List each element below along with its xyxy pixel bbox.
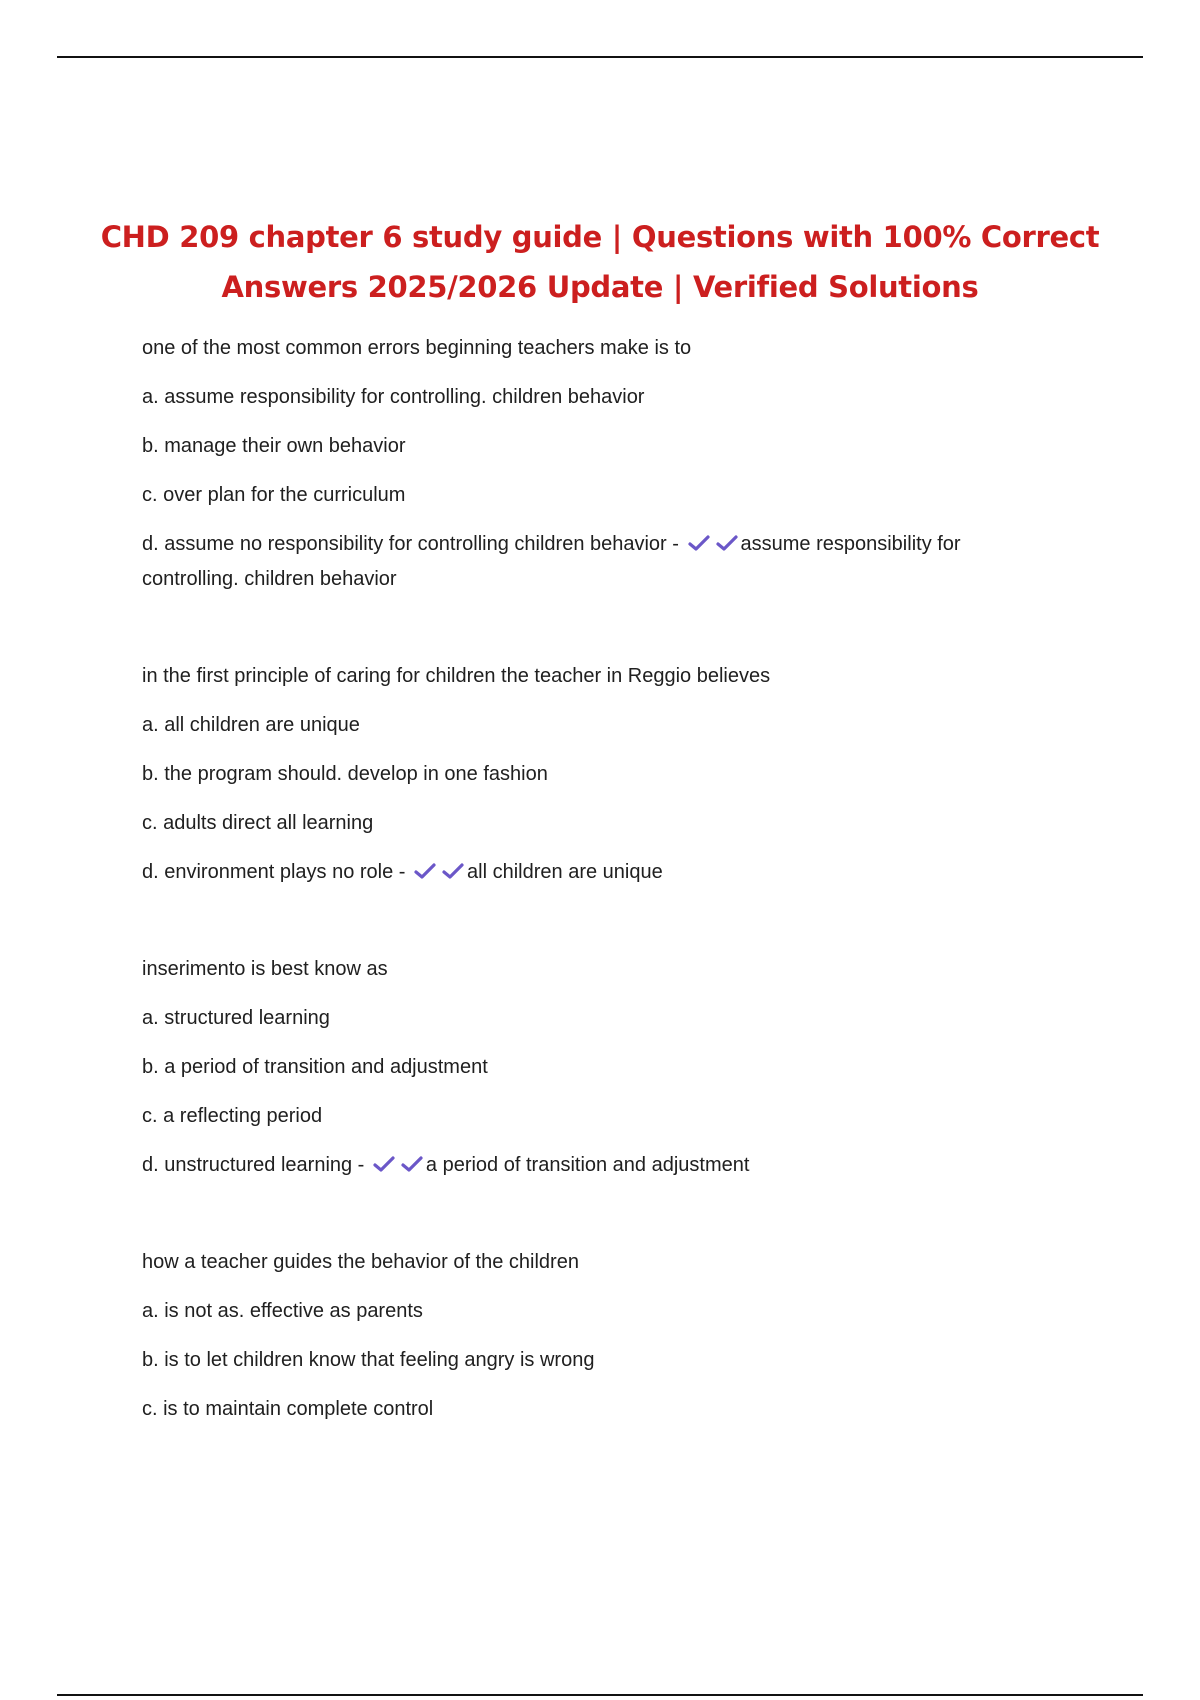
option-d-with-answer [142, 527, 1062, 597]
correct-answer: assume responsibility for controlling. children behavior [142, 533, 961, 590]
correct-answer: a period of transition and adjustment [425, 1154, 750, 1176]
question-block [142, 659, 1062, 890]
option-b: b. is to let children know that feeling angry is wrong [142, 1349, 595, 1371]
question-prompt: in the first principle of caring for children the teacher in Reggio believes [142, 665, 771, 687]
option-b: b. the program should. develop in one fashion [142, 763, 548, 785]
option-d: d. unstructured learning - [142, 1154, 365, 1176]
option-c: c. adults direct all learning [142, 812, 374, 834]
top-rule [57, 56, 1143, 58]
spacer [142, 1197, 1062, 1245]
option-a: a. structured learning [142, 1007, 330, 1029]
bottom-rule [57, 1694, 1143, 1696]
option-b: b. manage their own behavior [142, 435, 406, 457]
option-d-with-answer [142, 1148, 1062, 1183]
question-prompt: one of the most common errors beginning teachers make is to [142, 337, 692, 359]
correct-answer: all children are unique [467, 861, 663, 883]
option-c: c. a reflecting period [142, 1105, 323, 1127]
checkmark-icon [687, 533, 711, 553]
option-d: d. assume no responsibility for controlling children behavior - [142, 533, 679, 555]
option-a: a. assume responsibility for controlling. children behavior [142, 386, 645, 408]
question-block [142, 331, 1062, 597]
question-list [142, 331, 1062, 1441]
question-block [142, 1245, 1062, 1427]
option-b: b. a period of transition and adjustment [142, 1056, 488, 1078]
checkmark-icon [372, 1154, 396, 1174]
checkmark-icon [715, 533, 739, 553]
checkmark-icon [413, 861, 437, 881]
question-prompt: inserimento is best know as [142, 958, 388, 980]
option-c: c. is to maintain complete control [142, 1398, 434, 1420]
question-block [142, 952, 1062, 1183]
option-a: a. all children are unique [142, 714, 360, 736]
option-a: a. is not as. effective as parents [142, 1300, 423, 1322]
option-d: d. environment plays no role - [142, 861, 406, 883]
document-title: CHD 209 chapter 6 study guide | Questions with 100% Correct Answers 2025/2026 Update | Verified Solutions [100, 220, 1100, 304]
spacer [142, 904, 1062, 952]
option-d-with-answer [142, 855, 1062, 890]
checkmark-icon [441, 861, 465, 881]
option-c: c. over plan for the curriculum [142, 484, 406, 506]
question-prompt: how a teacher guides the behavior of the children [142, 1251, 579, 1273]
spacer [142, 611, 1062, 659]
checkmark-icon [400, 1154, 424, 1174]
